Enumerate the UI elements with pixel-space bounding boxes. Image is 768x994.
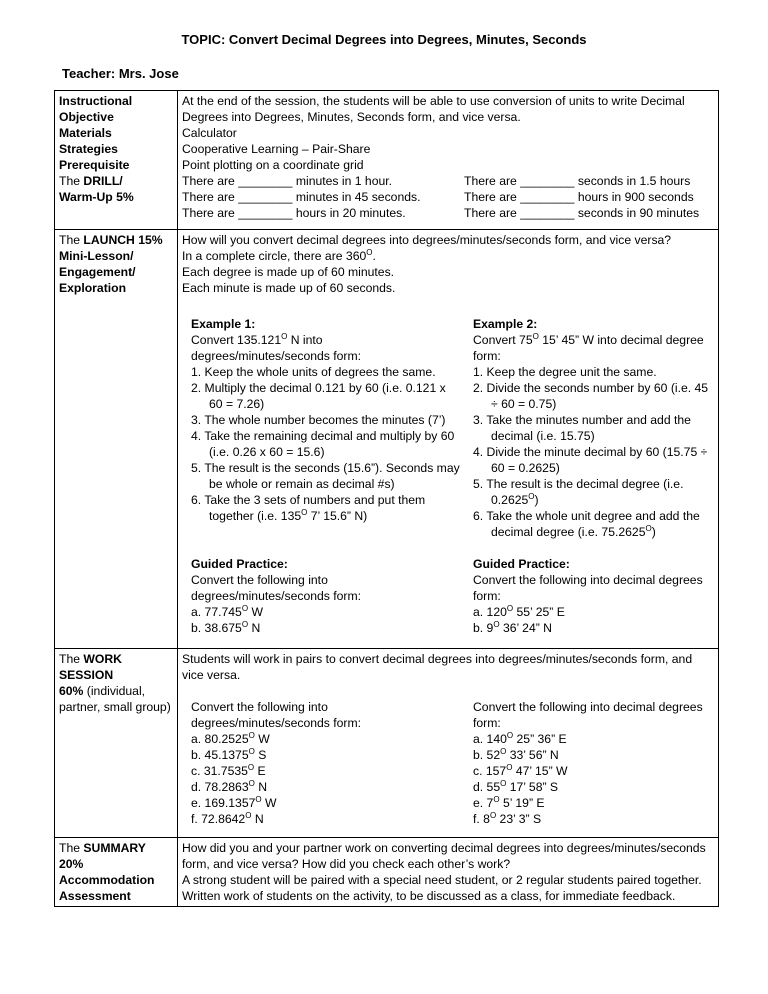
drill-right: [464, 173, 714, 221]
work-item: e. $7^O$ 5’ 19” E: [473, 794, 545, 810]
launch-row: [55, 230, 719, 649]
label-strategies: Strategies: [59, 142, 118, 156]
label-objective: Instructional Objective: [59, 94, 133, 124]
summary-question: How did you and your partner work on converting decimal degrees into degrees/minutes/seconds form, and vice versa? How did you check each other’s work?: [182, 841, 706, 871]
circle-fact: In a complete circle, there are $360^O$.: [182, 247, 376, 263]
row-label-summary: [55, 838, 178, 907]
summary-content: [178, 838, 719, 907]
strategies-text: Cooperative Learning – Pair-Share: [182, 142, 371, 156]
example-2-intro: Convert $75^O$ 15’ 45” W into decimal degree form:: [473, 331, 704, 363]
work-item: f. $72.8642^O$ N: [191, 810, 264, 826]
practice-item: a. $77.745^O$ W: [191, 603, 263, 619]
example-1: [191, 316, 461, 540]
example-1-steps: [191, 364, 461, 524]
work-item: b. $52^O$ 33’ 56” N: [473, 746, 559, 762]
label-warmup: Warm-Up 5%: [59, 190, 134, 204]
step: 1. Keep the degree unit the same.: [473, 365, 657, 379]
drill-question: There are ________ minutes in 45 seconds.: [182, 190, 421, 204]
step: 2. Multiply the decimal 0.121 by 60 (i.e. 0.121 x 60 = 7.26): [191, 381, 446, 411]
step: 3. Take the minutes number and add the decimal (i.e. 15.75): [473, 413, 691, 443]
assessment-text: Written work of students on the activity, to be discussed as a class, for immediate feedback.: [182, 889, 676, 903]
step: 4. Divide the minute decimal by 60 (15.75 ÷ 60 = 0.2625): [473, 445, 708, 475]
step: 6. Take the 3 sets of numbers and put them together (i.e. $135^O$ 7’ 15.6” N): [191, 493, 426, 523]
step: 1. Keep the whole units of degrees the same.: [191, 365, 436, 379]
example-2: [461, 316, 714, 540]
summary-row: [55, 838, 719, 907]
work-right-intro: Convert the following into decimal degrees form:: [473, 700, 703, 730]
example-1-title: Example 1:: [191, 317, 256, 331]
minute-fact: Each minute is made up of 60 seconds.: [182, 281, 396, 295]
label-work-session: The WORK SESSION: [59, 652, 122, 682]
step: 5. The result is the seconds (15.6”). Seconds may be whole or remain as decimal #s): [191, 461, 460, 491]
example-2-title: Example 2:: [473, 317, 538, 331]
label-summary-pct: 20%: [59, 857, 84, 871]
practice-item: a. $120^O$ 55’ 25” E: [473, 603, 565, 619]
step: 2. Divide the seconds number by 60 (i.e. 45 ÷ 60 = 0.75): [473, 381, 709, 411]
row-label-work: [55, 649, 178, 838]
prerequisite-text: Point plotting on a coordinate grid: [182, 158, 364, 172]
guided-practice-1: [191, 556, 461, 636]
row-label-launch: [55, 230, 178, 649]
drill-question: There are ________ hours in 20 minutes.: [182, 206, 406, 220]
materials-text: Calculator: [182, 126, 237, 140]
launch-question: How will you convert decimal degrees into degrees/minutes/seconds form, and vice versa?: [182, 233, 672, 247]
work-item: a. $140^O$ 25” 36” E: [473, 730, 567, 746]
practice-item: b. $38.675^O$ N: [191, 619, 261, 635]
step: 6. Take the whole unit degree and add the decimal degree (i.e. $75.2625^O$): [473, 509, 700, 539]
label-accommodation: Accommodation: [59, 873, 155, 887]
guided-practice-2: [461, 556, 714, 636]
work-item: b. $45.1375^O$ S: [191, 746, 267, 762]
label-launch: The LAUNCH 15%: [59, 233, 163, 247]
teacher-name: Teacher: Mrs. Jose: [62, 66, 179, 81]
drill-question: There are ________ seconds in 90 minutes: [464, 206, 700, 220]
guided-practice-title: Guided Practice:: [191, 557, 288, 571]
page-title: TOPIC: Convert Decimal Degrees into Degrees, Minutes, Seconds: [181, 32, 587, 47]
drill-questions: [182, 173, 714, 221]
label-summary: The SUMMARY: [59, 841, 146, 855]
label-materials: Materials: [59, 126, 112, 140]
launch-content: [178, 230, 719, 649]
step: 3. The whole number becomes the minutes (7’): [191, 413, 446, 427]
lesson-plan-table: [54, 90, 719, 907]
accommodation-text: A strong student will be paired with a special need student, or 2 regular students paired together.: [182, 873, 702, 887]
label-prerequisite: Prerequisite: [59, 158, 130, 172]
work-item: c. $31.7535^O$ E: [191, 762, 266, 778]
degree-fact: Each degree is made up of 60 minutes.: [182, 265, 395, 279]
work-item: e. $169.1357^O$ W: [191, 794, 277, 810]
example-1-intro: Convert $135.121^O$ N into degrees/minutes/seconds form:: [191, 331, 362, 363]
examples: [182, 316, 714, 540]
drill-question: There are ________ minutes in 1 hour.: [182, 174, 393, 188]
step: 4. Take the remaining decimal and multiply by 60 (i.e. 0.26 x 60 = 15.6): [191, 429, 455, 459]
objective-row: [55, 91, 719, 230]
guided-practice-intro: Convert the following into degrees/minutes/seconds form:: [191, 573, 362, 603]
work-item: d. $78.2863^O$ N: [191, 778, 268, 794]
work-item: d. $55^O$ 17’ 58” S: [473, 778, 559, 794]
work-session-row: [55, 649, 719, 838]
work-item: a. $80.2525^O$ W: [191, 730, 270, 746]
objective-content: [178, 91, 719, 230]
drill-question: There are ________ hours in 900 seconds: [464, 190, 694, 204]
work-content: [178, 649, 719, 838]
work-left: [191, 699, 461, 827]
work-exercises: [182, 699, 714, 827]
work-left-intro: Convert the following into degrees/minutes/seconds form:: [191, 700, 362, 730]
label-work-detail: 60% (individual, partner, small group): [59, 684, 171, 714]
work-right: [461, 699, 714, 827]
guided-practice: [182, 556, 714, 636]
guided-practice-intro: Convert the following into decimal degrees form:: [473, 573, 703, 603]
drill-left: [182, 173, 464, 221]
drill-question: There are ________ seconds in 1.5 hours: [464, 174, 691, 188]
row-label-objective: [55, 91, 178, 230]
step: 5. The result is the decimal degree (i.e. $0.2625^O$): [473, 477, 684, 507]
label-engagement: Engagement/: [59, 265, 136, 279]
label-drill: The DRILL/: [59, 174, 123, 188]
label-assessment: Assessment: [59, 889, 131, 903]
label-exploration: Exploration: [59, 281, 127, 295]
work-intro: Students will work in pairs to convert decimal degrees into degrees/minutes/seconds form, and vice versa.: [182, 652, 693, 682]
work-item: f. $8^O$ 23’ 3” S: [473, 810, 542, 826]
label-minilesson: Mini-Lesson/: [59, 249, 134, 263]
practice-item: b. $9^O$ 36’ 24” N: [473, 619, 552, 635]
objective-text: At the end of the session, the students will be able to use conversion of units to write Decimal Degrees into Degrees, Minutes, Seconds form, and vice versa.: [182, 94, 685, 124]
guided-practice-title: Guided Practice:: [473, 557, 570, 571]
work-item: c. $157^O$ 47’ 15” W: [473, 762, 568, 778]
example-2-steps: [473, 364, 714, 540]
